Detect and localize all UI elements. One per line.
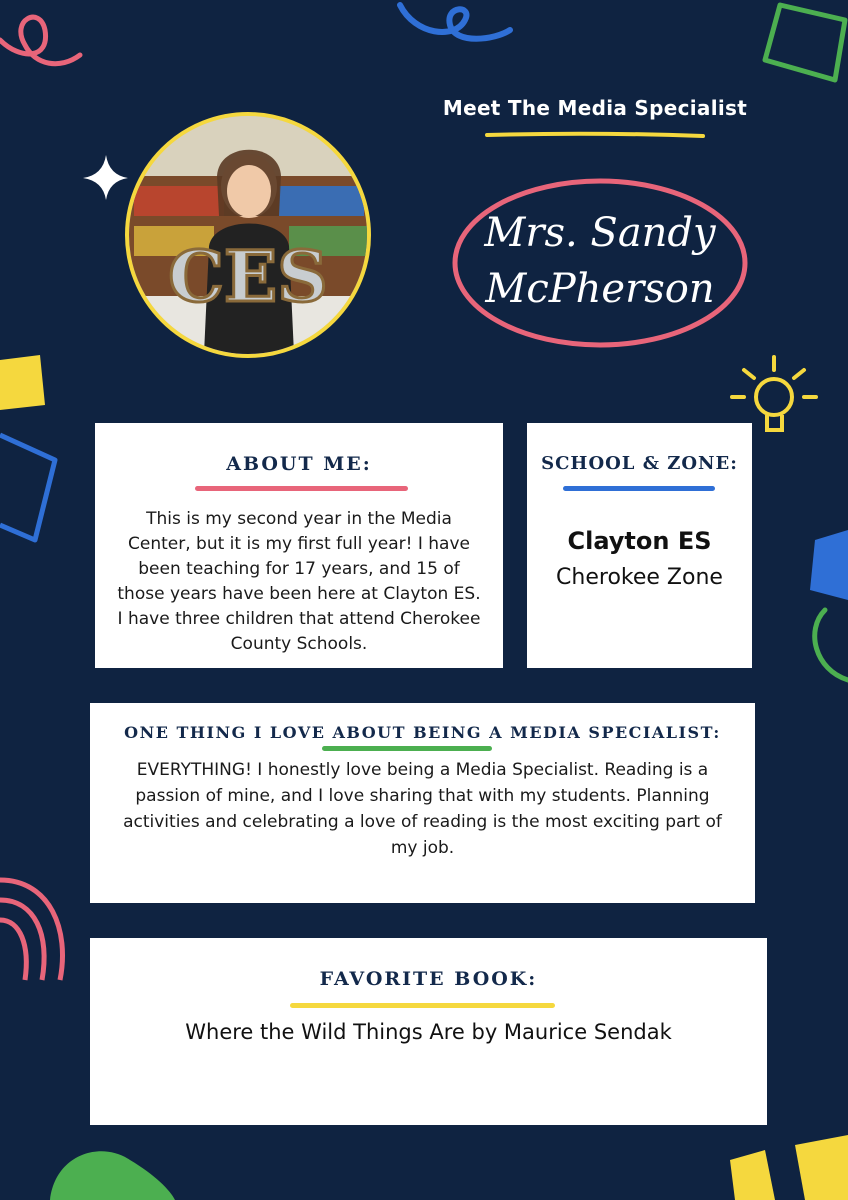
love-underline [322,746,492,751]
book-text: Where the Wild Things Are by Maurice Sendak [185,1020,672,1044]
school-underline [563,486,715,491]
blue-scribble-doodle [395,0,515,50]
green-blob-doodle [40,1135,180,1200]
love-text: EVERYTHING! I honestly love being a Media Specialist. Reading is a passion of mine, and I love sharing that with my students. Planning activities and celebrating a love of reading is the most exciting part of my job. [123,760,722,858]
love-heading: ONE THING I LOVE ABOUT BEING A MEDIA SPECIALIST: [124,723,721,742]
specialist-name [450,205,750,317]
school-zone: Cherokee Zone [556,565,723,590]
pink-swirl-doodle [0,0,90,90]
green-square-doodle [760,0,848,90]
book-underline [290,1003,555,1008]
love-card [90,703,755,903]
about-card [95,423,503,668]
school-name: Clayton ES [567,527,712,555]
photo-sign-text: CES [168,235,328,318]
school-heading: SCHOOL & ZONE: [541,453,738,474]
about-heading: ABOUT ME: [226,453,372,475]
about-text: This is my second year in the Media Center, but it is my first full year! I have been teaching for 17 years, and 15 of those years have been here at Clayton ES. I have three children that attend Cherokee County Schools. [117,509,481,654]
profile-photo [125,112,371,358]
school-card [527,423,752,668]
pink-rainbow-doodle [0,870,80,990]
about-underline [195,486,408,491]
yellow-book-doodle [0,345,70,545]
book-heading: FAVORITE BOOK: [319,968,538,990]
name-line-2: McPherson [485,266,715,312]
name-line-1: Mrs. Sandy [484,210,716,256]
library-photo-illustration [129,116,367,354]
book-card [90,938,767,1125]
page-title: Meet The Media Specialist [442,96,748,120]
yellow-blob-doodle [725,1130,848,1200]
title-underline [485,130,705,140]
blue-shape-doodle [795,530,848,690]
